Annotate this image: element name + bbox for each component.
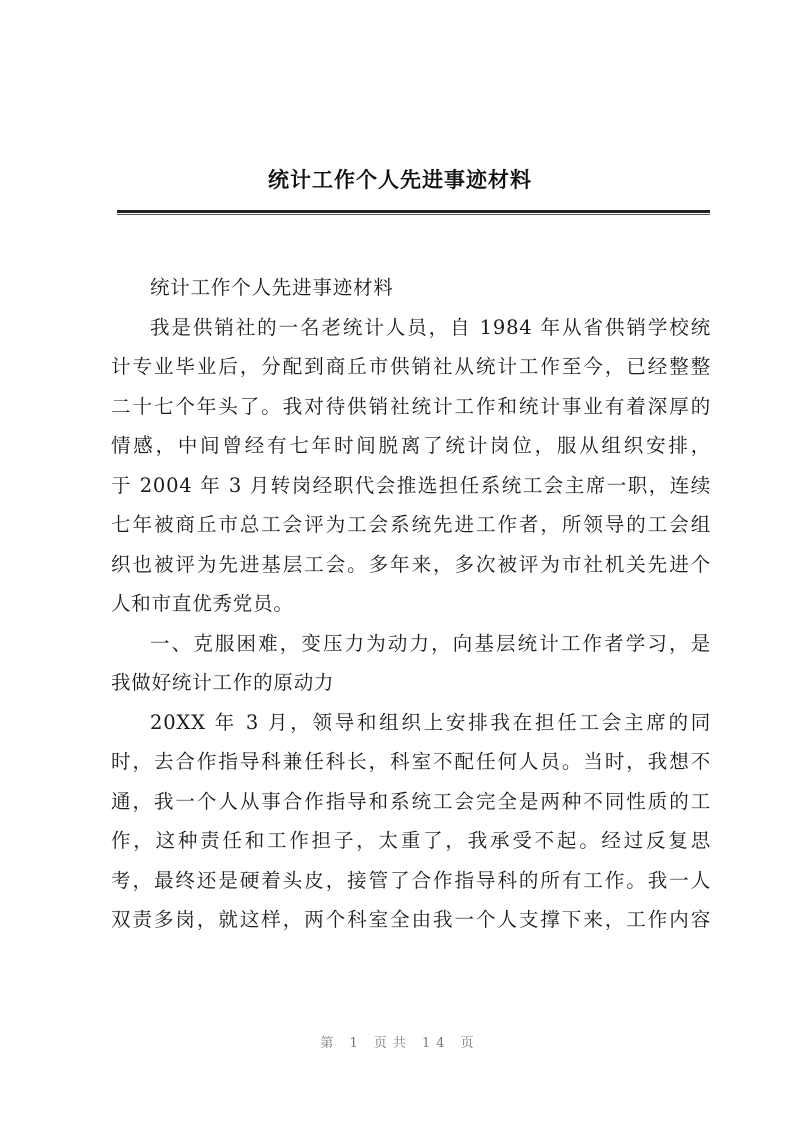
document-title: 统计工作个人先进事迹材料 <box>268 168 532 192</box>
section-heading-line: 我做好统计工作的原动力 <box>111 671 335 694</box>
paragraph-line: 计专业毕业后，分配到商丘市供销社从统计工作至今，已经整整 <box>111 355 711 378</box>
paragraph-line: 我是供销社的一名老统计人员，自 1984 年从省供销学校统 <box>150 315 711 339</box>
document-body <box>111 268 711 940</box>
title-underline-thin <box>117 214 710 215</box>
paragraph-line: 七年被商丘市总工会评为工会系统先进工作者，所领导的工会组 <box>111 513 711 536</box>
paragraph-line: 人和市直优秀党员。 <box>111 592 294 615</box>
paragraph-line: 二十七个年头了。我对待供销社统计工作和统计事业有着深厚的 <box>111 394 711 418</box>
paragraph-line: 情感，中间曾经有七年时间脱离了统计岗位，服从组织安排， <box>111 434 711 457</box>
page-number-footer: 第 1 页共 14 页 <box>320 1036 480 1051</box>
paragraph-line: 于 2004 年 3 月转岗经职代会推选担任系统工会主席一职，连续 <box>111 473 711 497</box>
title-underline <box>117 210 710 213</box>
paragraph-line: 织也被评为先进基层工会。多年来，多次被评为市社机关先进个 <box>111 552 711 576</box>
paragraph-line: 时，去合作指导科兼任科长，科室不配任何人员。当时，我想不 <box>111 750 711 773</box>
section-heading-line: 一、克服困难，变压力为动力，向基层统计工作者学习，是 <box>150 631 711 655</box>
paragraph-line: 作，这种责任和工作担子，太重了，我承受不起。经过反复思 <box>111 829 711 852</box>
body-heading: 统计工作个人先进事迹材料 <box>150 276 394 299</box>
paragraph-line: 双责多岗，就这样，两个科室全由我一个人支撑下来，工作内容 <box>111 908 711 931</box>
paragraph-line: 20XX 年 3 月，领导和组织上安排我在担任工会主席的同 <box>150 710 711 734</box>
paragraph-line: 考，最终还是硬着头皮，接管了合作指导科的所有工作。我一人 <box>111 868 711 892</box>
paragraph-line: 通，我一个人从事合作指导和系统工会完全是两种不同性质的工 <box>111 789 711 813</box>
